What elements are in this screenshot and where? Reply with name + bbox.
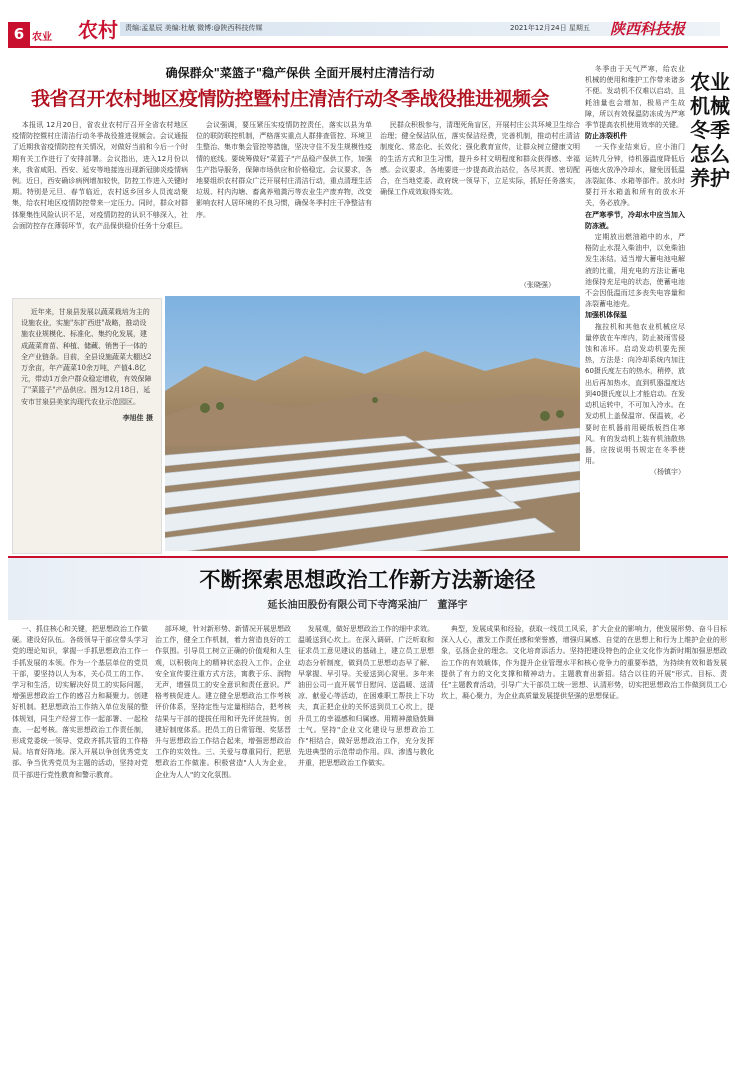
lead-column-3 <box>380 120 580 280</box>
sidebar-para-2: 定期放出燃油箱中的水，严格防止水混入柴油中，以免柴油发生冻结。适当增大蓄电池电解液的比重，用充电的方法让蓄电池保持充足电的状态，使蓄电池不会因低温而过多丧失电容量和冻裂蓄电池壳。 <box>585 233 685 309</box>
lead-column-1 <box>12 120 188 292</box>
page-number: 6 <box>8 22 30 46</box>
story2-byline: 延长油田股份有限公司下寺湾采油厂 董泽宇 <box>267 600 468 611</box>
story2-text-2: 部环境，针对新形势、新情况开展思想政治工作，健全工作机制，着力营造良好的工作氛围。引导员工树立正确的价值观和人生观，以积极向上的精神状态投入工作。企业安全宣传要注重方式方法，寓教于乐、润物无声，增强员工的安全意识和责任意识。严格考核促进人。建立健全思想政治工作考核评价体系，坚持定性与定量相结合，把考核结果与干部的提拔任用和评先评优挂钩。创建好制度体系。把员工的日常管理、奖惩晋升与思想政治工作结合起来，增强思想政治工作的实效性。三、关爱与尊重同行，把思想政治工作做准。积极营造"人人为企业，企业为人人"的文化氛围。 <box>155 625 291 779</box>
story2-text-1: 一、抓住核心和关键，把思想政治工作做硬。建设好队伍。各级领导干部应带头学习党的理论知识，掌握一手抓思想政治工作一手抓发展的本领。作为一个基层单位的党员干部，要坚持以人为本，关心员工的工作、学习和生活，切实解决好员工的实际问题，增强思想政治工作的感召力和凝聚力。创建好机制。把思想政治工作纳入单位发展的整体规划，同生产经营工作一起部署、一起检查、一起考核。落实思想政治工作责任制，形成党委统一领导、党政齐抓共管的工作格局。培育好阵地。深入开展以争创优秀党支部、争当优秀党员为主题的活动，坚持对党员干部进行党性教育和警示教育。 <box>12 625 148 779</box>
sidebar-title: 农业机械冬季怎么养护 <box>690 70 730 190</box>
sidebar-subhead-1: 防止冻裂机件 <box>585 132 627 141</box>
page-header <box>0 0 735 60</box>
caption-credit: 李旭佳 摄 <box>122 412 153 422</box>
newspaper-name: 陕西科技报 <box>610 20 686 38</box>
editor-info: 责编:孟星辰 美编:杜敏 微博:@陕西科技传媒 <box>125 24 263 32</box>
sidebar-subhead-2: 在严寒季节，冷却水中应当加入防冻液。 <box>585 210 685 230</box>
story2-column-2 <box>155 624 291 1069</box>
story2-column-4 <box>441 624 727 1069</box>
caption-text: 近年来，甘泉县发展以蔬菜栽培为主的设施农业，实施"东扩西进"战略，推动设施农业规模化、标准化、集约化发展，建成蔬菜育苗、种植、储藏、销售于一体的全产业链条。目前，全县设施蔬菜大棚达2万余亩，年产蔬菜10余万吨，产值4.8亿元，带动1万余户群众稳定增收，有效保障了"菜篮子"产品供应。图为12月18日，延安市甘泉县美家沟现代农业示范园区。 <box>21 308 152 406</box>
story2-column-3 <box>298 624 434 1069</box>
story2-column-1 <box>12 624 148 1069</box>
lead-headline: 我省召开农村地区疫情防控暨村庄清洁行动冬季战役推进视频会 <box>30 88 549 110</box>
section-label: 农业 <box>32 32 52 43</box>
issue-date: 2021年12月24日 星期五 <box>510 24 590 32</box>
lead-text-1: 本报讯 12月20日，省农业农村厅召开全省农村地区疫情防控暨村庄清洁行动冬季战役推进视频会。会议通报了近期我省疫情防控有关情况，对做好当前和今后一个时期有关工作进行了安排部署。会议指出，进入12月份以来，我省咸阳、西安、延安等地接连出现新冠肺炎疫情病例。近日，西安确诊病例增加较快，防控工作进入关键时期。特别是元旦、春节临近，农村返乡回乡人员流动聚集，给农村地区疫情防控带来一定压力。同时，群众对群体聚集性风险认识不足，对疫情防控的认识不够深入，社会面防控存在薄弱环节，农产品保供稳价任务十分艰巨。 <box>12 121 188 230</box>
section-title: 农村 <box>78 18 118 42</box>
story2-text-3: 发展观，做好思想政治工作的细中求效。温暖送到心坎上。在深入调研、广泛听取和征求员工意见建议的基础上，建立员工思想动态分析制度，做到员工思想动态早了解、早掌握、早引导。关爱送到心窝里。多年来油田公司一直开展节日慰问、送温暖、送清凉、献爱心等活动，在困难职工帮扶上下功夫，真正把企业的关怀送到员工心坎上，提升员工的幸福感和归属感。用精神激励鼓舞士气。坚持"企业文化建设与思想政治工作"相结合，做好思想政治工作，充分发挥先进典型的示范带动作用。四、渗透与教化并重，把思想政治工作做实。 <box>298 625 434 768</box>
story2-title: 不断探索思想政治工作新方法新途径 <box>199 567 536 592</box>
photo-caption <box>12 298 162 554</box>
lead-text-3: 民群众积极参与，清理死角盲区，开展村庄公共环境卫生综合治理；健全保洁队伍，落实保洁经费，完善机制，推动村庄清洁制度化、常态化、长效化；强化教育宣传，让群众树立健康文明的生活方式和卫生习惯，提升乡村文明程度和群众获得感、幸福感。会议要求，各地要进一步提高政治站位，各尽其责、密切配合，在当地党委、政府统一领导下，立足实际，抓好任务落实，确保工作成效取得实效。 <box>380 121 580 197</box>
sidebar-intro: 冬季由于天气严寒，给农业机械的使用和维护工作带来诸多不便。发动机不仅难以启动，且耗油量也会增加，极易产生故障，所以有效保温防冻成为严寒季节提高农机使用效率的关键。 <box>585 65 685 130</box>
sidebar-subhead-3: 加强机体保温 <box>585 311 627 320</box>
sidebar-para-3: 拖拉机和其他农业机械应尽量停放在车库内，防止被雨雪侵蚀和冻坏。启动发动机要先预热，方法是：向冷却系统内加注60摄氏度左右的热水，稍停，放出后再加热水，直到机器温度达到40摄氏度以上才能启动。在发动机运转中，不可加入冷水。在发动机上盖保温帘、保温被，必要时在机器前用硬纸板挡住寒风。有的发动机上装有机油散热器，应按说明书规定在冬季使用。 <box>585 322 685 466</box>
lead-byline: （张晓强） <box>520 281 555 289</box>
sidebar-article <box>585 60 687 555</box>
lead-column-2 <box>196 120 372 292</box>
header-rule <box>8 46 728 48</box>
lead-kicker: 确保群众"菜篮子"稳产保供 全面开展村庄清洁行动 <box>165 66 435 80</box>
greenhouse-photo <box>165 296 580 551</box>
lead-text-2: 会议强调，要压紧压实疫情防控责任，落实以县为单位的联防联控机制，严格落实重点人群排查管控、环境卫生整治、集市集会管控等措施，坚决守住不发生规模性疫情的底线。要统筹做好"菜篮子"产品稳产保供工作，加强生产指导服务，保障市场供应和价格稳定。会议要求，各地要组织农村群众广泛开展村庄清洁行动，重点清理生活垃圾、村内沟塘、畜禽养殖粪污等农业生产废弃物，改变影响农村人居环境的不良习惯，确保冬季村庄干净整洁有序。 <box>196 121 372 219</box>
story2-text-4: 典型，发展成果和经验，获取一线员工风采，扩大企业的影响力，使发展形势、奋斗目标深入人心，激发工作责任感和荣誉感，增强归属感、自觉的在思想上和行为上维护企业的形象，弘扬企业的理念。文化培育添活力。坚持把建设特色的企业文化作为新时期加强思想政治工作的有效载体，作为提升企业管理水平和核心竞争力的重要举措，为持续有效和谐发展提供了有力的文化支撑和精神动力。主题教育出新招。结合以往的开展"形式、目标、责任"主题教育活动，引导广大干部员工统一思想、认清形势，切实把思想政治工作做到员工心坎上，凝心聚力，为企业高质量发展提供坚强的思想保证。 <box>441 625 727 701</box>
sidebar-byline: （杨镇宇） <box>650 468 685 477</box>
sidebar-para-1: 一天作业结束后，应小油门运转几分钟，待机器温度降低后再熄火放净冷却水，避免因低温冻裂缸体、水箱等部件。放水时要打开水箱盖和所有的放水开关，务必放净。 <box>585 143 685 208</box>
